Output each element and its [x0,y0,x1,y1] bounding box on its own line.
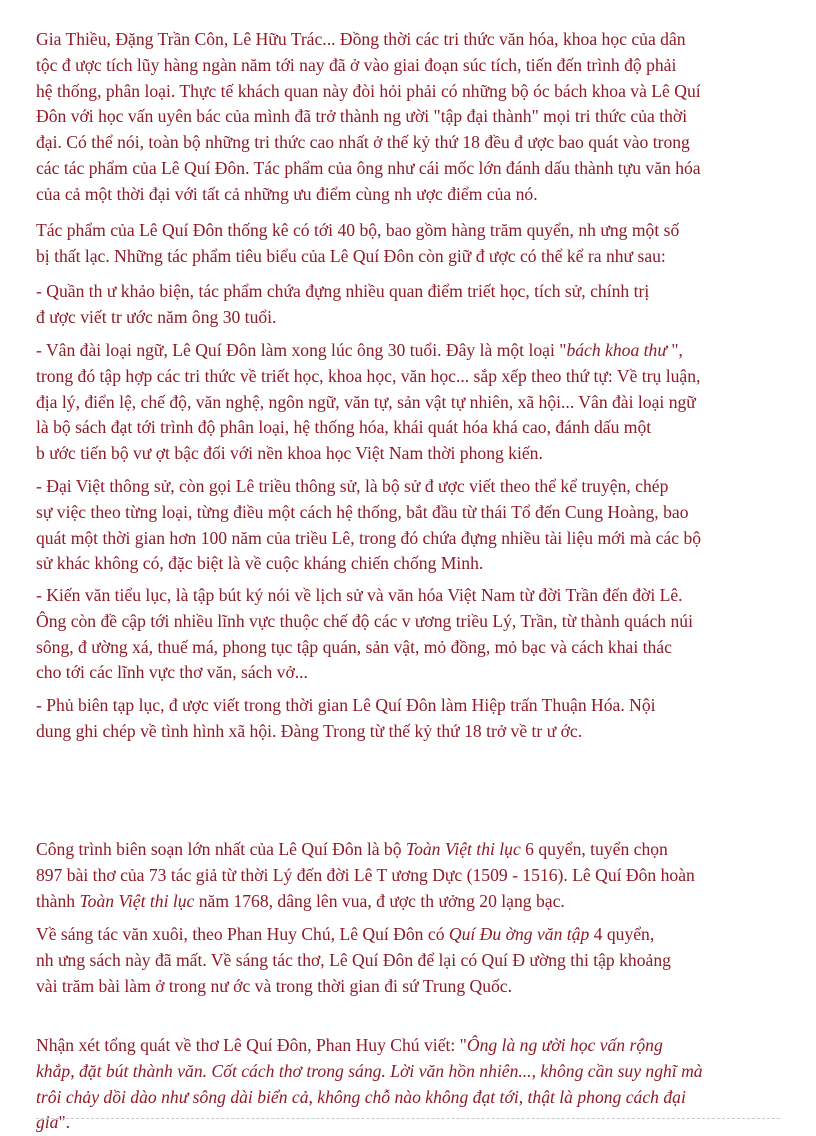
text-line [36,1110,784,1136]
italic-text: Toàn Việt thi lục [405,839,521,859]
text-line: - Kiến văn tiểu lục, là tập bút ký nói về lịch sử và văn hóa Việt Nam từ đời Trần đến đời Lê. [36,585,683,605]
text-line: cho tới các lĩnh vực thơ văn, sách vở... [36,662,308,683]
text-line: dung ghi chép về tình hình xã hội. Đàng Trong từ thế kỷ thứ 18 trở về tr ư ớc. [36,720,583,741]
text-line: sự việc theo từng loại, từng điều một cách hệ thống, bắt đầu từ thái Tổ đến Cung Hoàng, bao [36,501,689,522]
text-line [36,889,784,915]
paragraph-intro [36,27,784,208]
text-line: là bộ sách đạt tới trình độ phân loại, hệ thống hóa, khái quát hóa khá cao, đánh dấu một [36,417,652,438]
paragraph-kien-van [36,583,784,686]
text-line: Ông còn đề cập tới nhiều lĩnh vực thuộc chế độ các v ương triều Lý, Trần, từ thành quách núi [36,610,693,631]
text-segment: Công trình biên soạn lớn nhất của Lê Quí Đôn là bộ [36,839,406,859]
text-line: - Đại Việt thông sử, còn gọi Lê triều thông sử, là bộ sử đ ược viết theo thể kể truyện, chép [36,476,669,496]
text-line [36,948,784,974]
text-line: trong đó tập hợp các tri thức về triết học, khoa học, văn học... sắp xếp theo thứ tự: Về trụ luận, [36,365,701,386]
italic-text: gia [36,1112,59,1133]
italic-text: khắp, đặt bút thành văn. Cốt cách thơ trong sáng. Lời văn hồn nhiên..., không cần suy nghĩ mà [36,1060,703,1081]
page-bottom-rule [36,1118,780,1119]
text-line: bị thất lạc. Những tác phẩm tiêu biểu của Lê Quí Đôn còn giữ đ ược có thể kể ra như sau: [36,245,666,266]
text-line: Gia Thiều, Đặng Trần Côn, Lê Hữu Trác... Đồng thời các tri thức văn hóa, khoa học của dân [36,29,686,49]
text-line: - Quần th ư khảo biện, tác phẩm chứa đựng nhiều quan điểm triết học, tích sử, chính trị [36,281,650,301]
text-line: sông, đ ường xá, thuế má, phong tục tập quán, sản vật, mỏ đồng, mỏ bạc và cách khai thác [36,636,672,657]
text-segment: thành [36,890,80,911]
text-line [36,863,784,889]
paragraph-works-count [36,218,784,270]
text-segment: ", [666,340,683,360]
italic-text: Ông là ng ười học vấn rộng [466,1035,663,1055]
text-line [36,837,784,863]
text-line [36,1033,784,1059]
paragraph-phu-bien [36,693,784,745]
text-line [36,974,784,1000]
italic-text: Toàn Việt thi lục [79,890,195,911]
text-line: tộc đ ược tích lũy hàng ngàn năm tới nay đã ở vào giai đoạn súc tích, tiến đến trình độ phải [36,54,677,75]
text-segment: 6 quyển, tuyển chọn [520,839,668,859]
text-line: đ ược viết tr ước năm ông 30 tuổi. [36,306,277,327]
text-line [36,1059,784,1085]
text-segment: nh ưng sách này đã mất. Về sáng tác thơ, Lê Quí Đôn để lại có Quí Đ ường thi tập khoảng [36,949,671,970]
text-line: Đôn với học vấn uyên bác của mình đã trở thành ng ười "tập đại thành" mọi tri thức của thời [36,106,688,127]
text-segment: 897 bài thơ của 73 tác giả từ thời Lý đến đời Lê T ương Dực (1509 - 1516). Lê Quí Đôn hoàn [36,864,695,885]
paragraph-dai-viet [36,474,784,577]
paragraph-quan-niem [36,1033,784,1136]
text-line: quát một thời gian hơn 100 năm của triều Lê, trong đó chứa đựng nhiều tài liệu mới mà các bộ [36,527,702,548]
text-line: địa lý, điển lệ, chế độ, văn nghệ, ngôn ngữ, văn tự, sản vật tự nhiên, xã hội... Vân đài loại ngữ [36,391,696,412]
text-line [36,1085,784,1111]
text-line: b ước tiến bộ vư ợt bậc đối với nền khoa học Việt Nam thời phong kiến. [36,443,543,464]
italic-text: Quí Đu ờng văn tập [448,924,590,944]
text-segment: ". [58,1112,71,1133]
text-line: hệ thống, phân loại. Thực tế khách quan này đòi hỏi phải có những bộ óc bách khoa và Lê Quí [36,80,701,101]
italic-text: trôi chảy dồi dào như sông dài biển cả, không chỗ nào không đạt tới, thật là phong cách đại [36,1086,686,1107]
text-line: sử khác không có, đặc biệt là về cuộc kháng chiến chống Minh. [36,553,484,574]
text-segment: năm 1768, dâng lên vua, đ ược th ưởng 20 lạng bạc. [194,890,565,911]
text-line: của cả một thời đại với tất cả những ưu điểm cùng nh ược điểm của nó. [36,183,538,204]
text-segment: Về sáng tác văn xuôi, theo Phan Huy Chú, Lê Quí Đôn có [36,924,449,944]
paragraph-quan-thu [36,279,784,331]
text-line: đại. Có thể nói, toàn bộ những tri thức cao nhất ở thế kỷ thứ 18 đều đ ược bao quát vào trong [36,132,690,153]
paragraph-van-xuoi [36,837,784,914]
text-line: - Phủ biên tạp lục, đ ược viết trong thời gian Lê Quí Đôn làm Hiệp trấn Thuận Hóa. Nội [36,695,656,715]
italic-title: bách khoa thư [566,340,667,360]
text-line [36,922,784,948]
text-segment: Nhận xét tổng quát về thơ Lê Quí Đôn, Phan Huy Chú viết: " [36,1035,467,1055]
paragraph-van-dai [36,338,784,467]
text-line [36,338,784,364]
text-line: Tác phẩm của Lê Quí Đôn thống kê có tới 40 bộ, bao gồm hàng trăm quyển, nh ưng một số [36,220,680,240]
text-segment: vài trăm bài làm ở trong nư ớc và trong thời gian đi sứ Trung Quốc. [36,975,513,996]
text-line: các tác phẩm của Lê Quí Đôn. Tác phẩm của ông như cái mốc lớn đánh dấu thành tựu văn hóa [36,157,701,178]
text-segment: 4 quyển, [589,924,655,944]
paragraph-nhan-xet [36,922,784,999]
text-segment: - Vân đài loại ngữ, Lê Quí Đôn làm xong lúc ông 30 tuổi. Đây là một loại " [36,340,567,360]
